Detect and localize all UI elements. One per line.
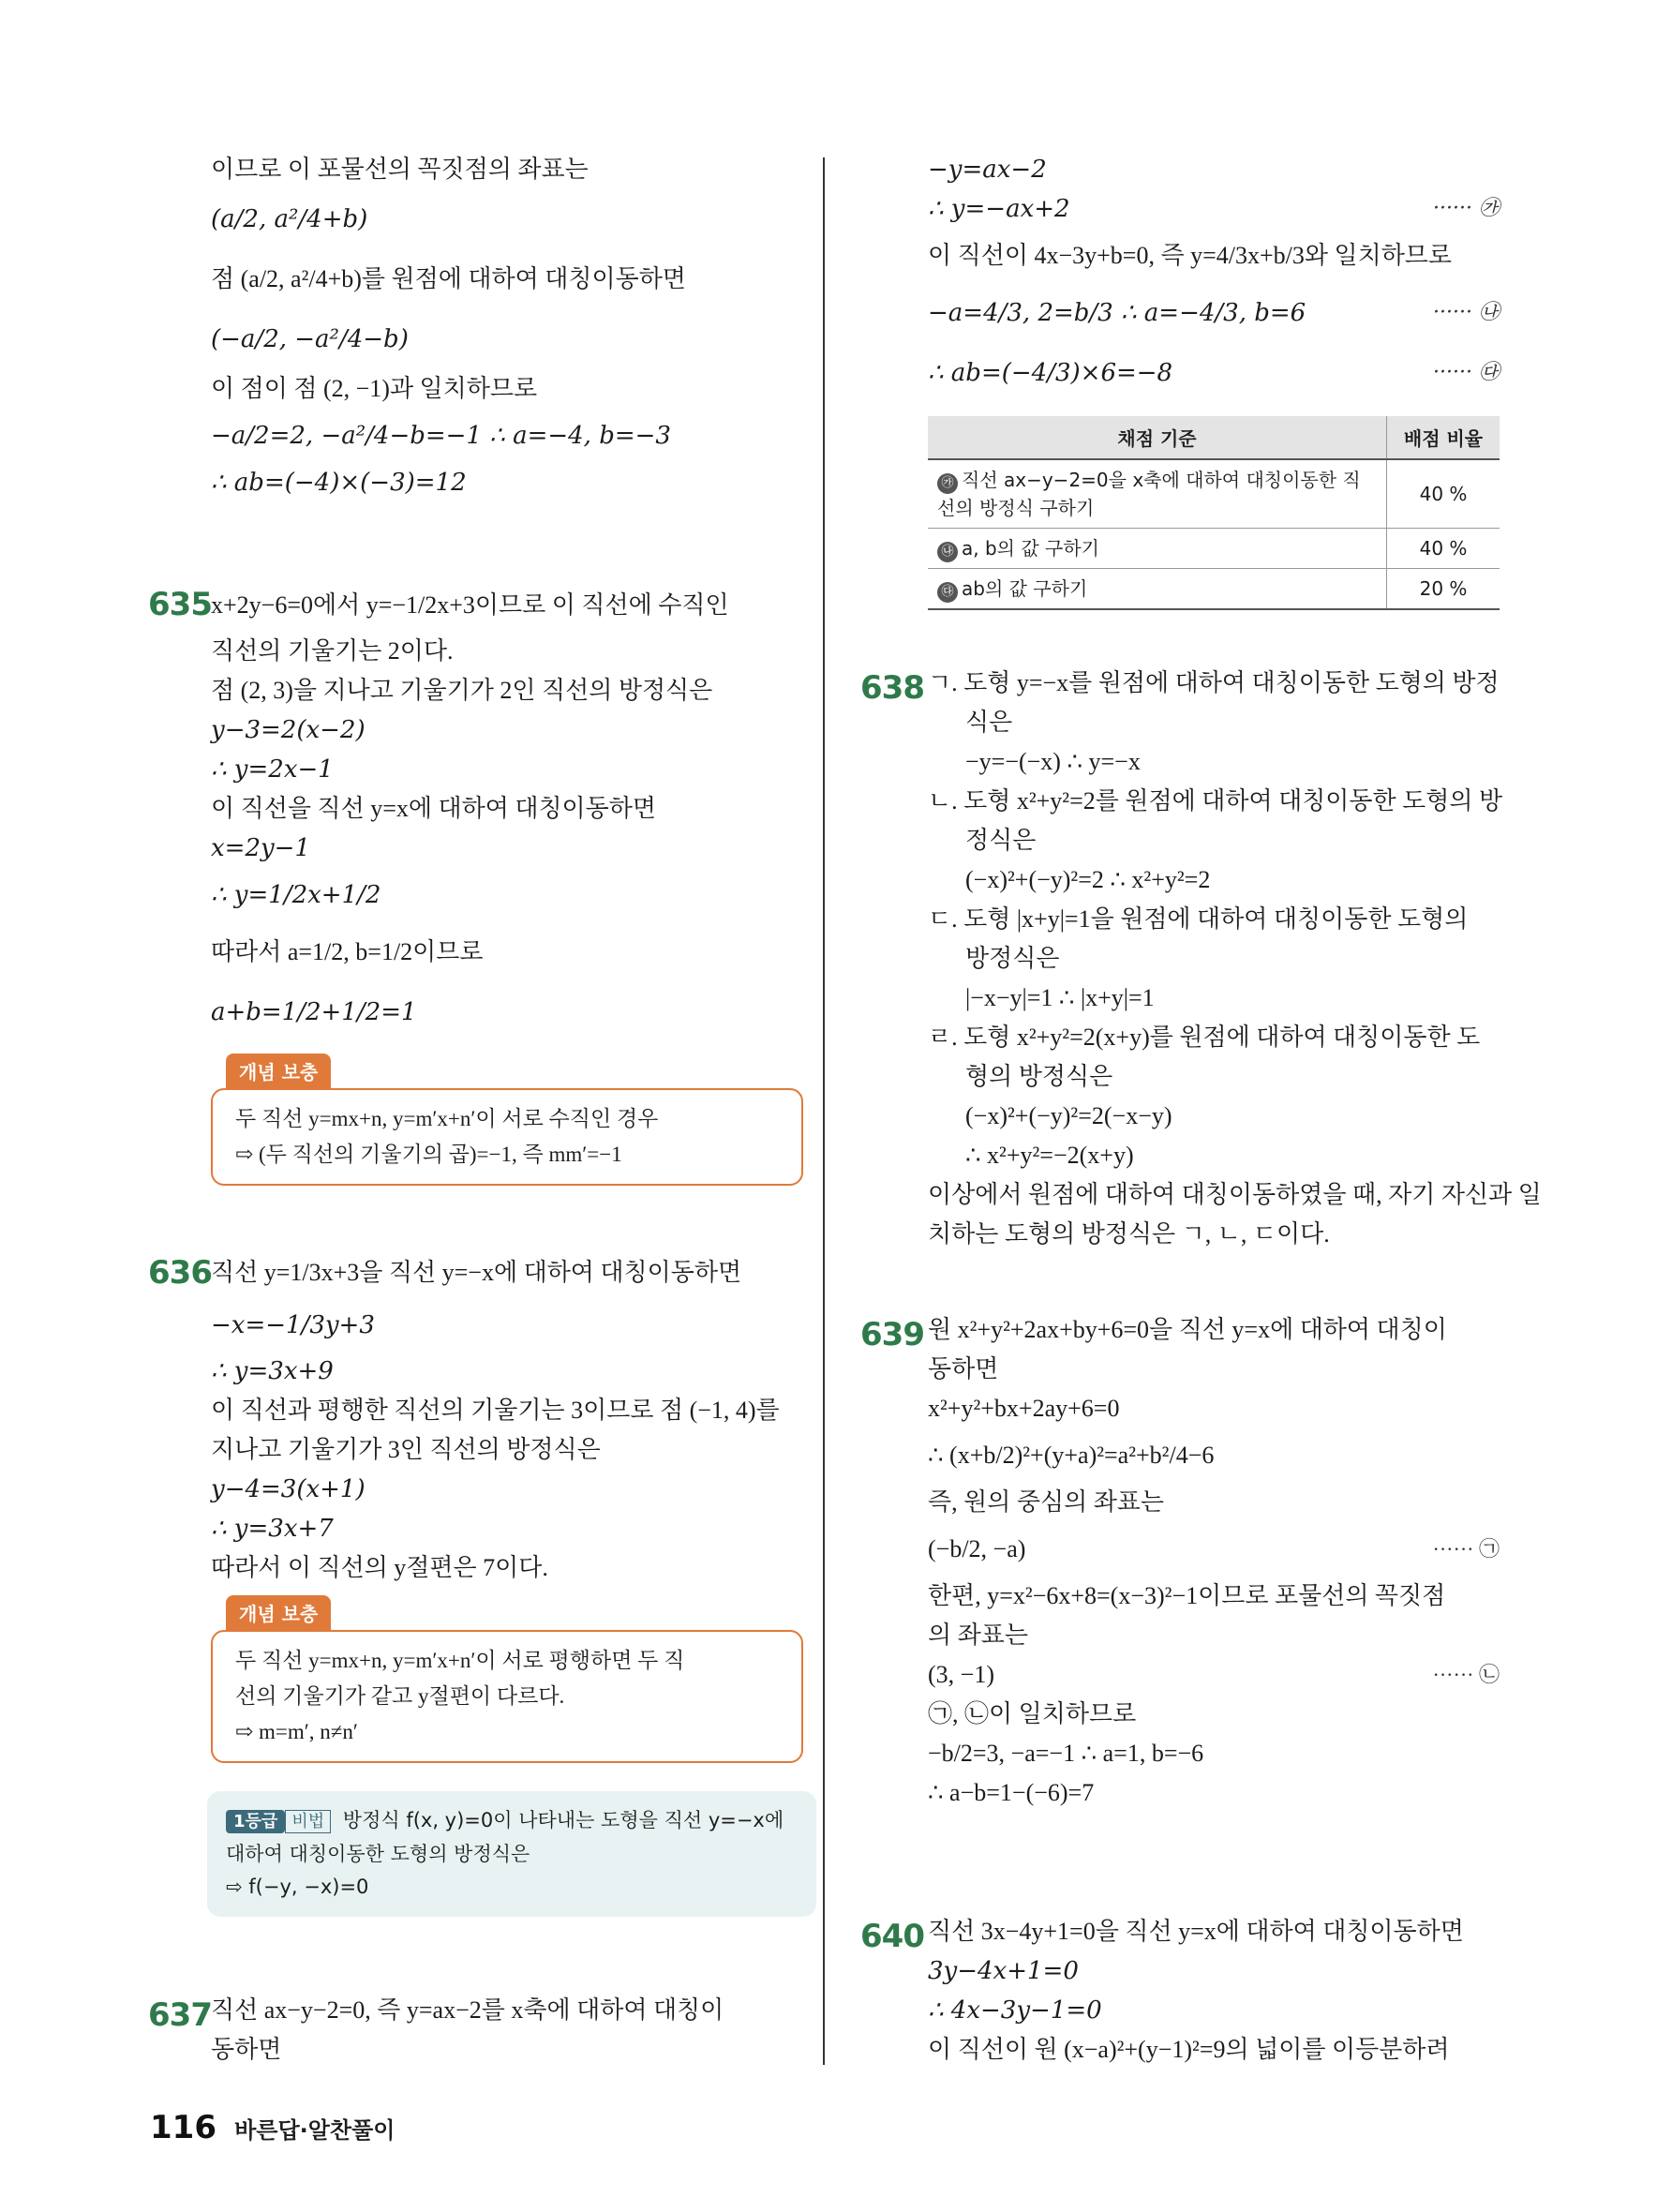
text-line: 식은 [965,709,1013,736]
line-text: −b/2=3, −a=−1 ∴ a=1, b=−6 [928,1740,1204,1767]
step-icon: ㉮ [937,473,958,494]
book-label: 바른답·알찬풀이 [234,2117,396,2144]
text-line: 직선의 기울기는 2이다. [211,637,454,665]
solution-636 [211,1247,867,1917]
math-line: ∴ y=3x+9 [211,1357,334,1385]
text-line: 직선 y=1/3x+3을 직선 y=−x에 대하여 대칭이동하면 [211,1259,742,1286]
concept-tag: 개념 보충 [226,1595,331,1630]
math-line: x=2y−1 [211,834,311,862]
table-header [928,416,1500,459]
line-text: 원 x²+y²+2ax+by+6=0을 직선 y=x에 대하여 대칭이 [928,1316,1447,1343]
grading-table [928,416,1500,610]
concept-note [211,1595,867,1763]
header-criteria: 채점 기준 [928,416,1387,459]
math-line: a+b=1/2+1/2=1 [211,998,417,1026]
text-line [928,1483,1500,1522]
step-mark: ······ ㉡ [1432,1663,1500,1686]
text-line: 따라서 a=1/2, b=1/2이므로 [211,938,484,965]
text-line: 직선 3x−4y+1=0을 직선 y=x에 대하여 대칭이동하면 [928,1918,1464,1945]
text-line: −y=−(−x) ∴ y=−x [965,748,1141,775]
line-text: ∴ a−b=1−(−6)=7 [928,1779,1095,1806]
concept-line: ⇨ m=m′, n≠n′ [235,1720,358,1743]
text-line: 따라서 이 직선의 y절편은 7이다. [211,1554,548,1581]
math-line: −x=−1/3y+3 [211,1311,375,1339]
text-line: (−x)²+(−y)²=2 ∴ x²+y²=2 [965,866,1211,893]
problem-number: 636 [148,1254,212,1292]
solution-637-continued [928,150,1500,403]
math-line: y−4=3(x+1) [211,1475,366,1503]
text-line: 정식은 [965,827,1037,854]
step-mark: ······ ㉰ [1433,361,1500,384]
text-line [928,1522,1500,1577]
text-line [928,1428,1500,1483]
math-line: (a/2, a²/4+b) [211,205,368,233]
secret-text: 방정식 f(x, y)=0이 나타내는 도형을 직선 y=−x에 [342,1809,784,1831]
math-line: ∴ ab=(−4/3)×6=−8 ······ ㉰ [928,343,1500,403]
text-line: 형의 방정식은 [965,1063,1113,1090]
concept-tag: 개념 보충 [226,1054,331,1088]
step-mark: ······ ㉮ [1433,197,1500,220]
text-line [928,1389,1500,1428]
math-line: (−a/2, −a²/4−b) [211,325,409,353]
text-line: 이므로 이 포물선의 꼭짓점의 좌표는 [211,156,589,183]
text-line [928,1350,1500,1389]
line-text: 의 좌표는 [928,1622,1028,1649]
math-line: ∴ 4x−3y−1=0 [928,1996,1102,2025]
secret-line: 대하여 대칭이동한 도형의 방정식은 [226,1843,530,1865]
text-line: 이 직선이 4x−3y+b=0, 즉 y=4/3x+b/3와 일치하므로 [928,242,1453,269]
concept-box [211,1630,803,1763]
text-line: 이 직선과 평행한 직선의 기울기는 3이므로 점 (−1, 4)를 [211,1397,780,1424]
line-text: 동하면 [928,1355,999,1382]
text-line [928,1616,1500,1655]
solution-635 [211,579,867,1186]
text-line: 이상에서 원점에 대하여 대칭이동하였을 때, 자기 자신과 일 [928,1181,1542,1208]
concept-box [211,1088,803,1186]
text-line: 직선 ax−y−2=0, 즉 y=ax−2를 x축에 대하여 대칭이 [211,1996,724,2024]
math-line: −a/2=2, −a²/4−b=−1 ∴ a=−4, b=−3 [211,422,671,450]
text-line: 치하는 도형의 방정식은 ㄱ, ㄴ, ㄷ이다. [928,1220,1330,1248]
text-line: 방정식은 [965,945,1060,972]
line-text: (3, −1) [928,1661,994,1688]
math-line: ∴ y=−ax+2 ······ ㉮ [928,189,1500,229]
grade-badge: 1등급 [226,1810,285,1833]
header-ratio: 배점 비율 [1387,416,1500,459]
secret-line [226,1804,798,1838]
criteria-text: a, b의 값 구하기 [962,537,1099,560]
solution-637 [211,1991,867,2070]
concept-line: 두 직선 y=mx+n, y=m′x+n′이 서로 평행하면 두 직 [235,1649,685,1672]
text-line [928,1655,1500,1695]
text-line [928,1734,1500,1773]
left-column [211,150,867,502]
text-line: 이 점이 점 (2, −1)과 일치하므로 [211,375,538,402]
text-line: 동하면 [211,2036,282,2063]
page-footer [150,2109,395,2146]
concept-line: ⇨ (두 직선의 기울기의 곱)=−1, 즉 mm′=−1 [235,1143,622,1166]
math-line: −a=4/3, 2=b/3 ∴ a=−4/3, b=6 ······ ㉯ [928,283,1500,343]
right-column [928,150,1500,610]
criteria-text: ab의 값 구하기 [962,577,1088,600]
table-row [928,529,1500,569]
step-icon: ㉯ [937,542,958,562]
secret-badge: 비법 [285,1810,331,1833]
math-line: ∴ y=3x+7 [211,1515,334,1543]
text-line [928,1695,1500,1734]
math-line: ∴ y=2x−1 [211,755,334,784]
secret-line: ⇨ f(−y, −x)=0 [226,1876,369,1898]
concept-line: 선의 기울기가 같고 y절편이 다르다. [235,1684,565,1708]
math-line: 3y−4x+1=0 [928,1957,1079,1985]
text-line: ∴ x²+y²=−2(x+y) [965,1142,1134,1169]
text-line: 점 (2, 3)을 지나고 기울기가 2인 직선의 방정식은 [211,677,713,704]
line-text: x²+y²+bx+2ay+6=0 [928,1395,1120,1422]
concept-line: 두 직선 y=mx+n, y=m′x+n′이 서로 수직인 경우 [235,1107,659,1130]
text-line: ㄴ. 도형 x²+y²=2를 원점에 대하여 대칭이동한 도형의 방 [928,787,1503,815]
text-line: ㄹ. 도형 x²+y²=2(x+y)를 원점에 대하여 대칭이동한 도 [928,1024,1481,1051]
text-line: 지나고 기울기가 3인 직선의 방정식은 [211,1436,601,1463]
solution-640 [928,1912,1500,2070]
text-line: |−x−y|=1 ∴ |x+y|=1 [965,984,1155,1011]
text-line: (−x)²+(−y)²=2(−x−y) [965,1102,1172,1129]
text-line: x+2y−6=0에서 y=−1/2x+3이므로 이 직선에 수직인 [211,591,729,619]
problem-number: 638 [860,669,924,707]
table-row [928,569,1500,610]
text-line [928,1310,1500,1350]
text-line [928,1773,1500,1813]
text-line: 이 직선이 원 (x−a)²+(y−1)²=9의 넓이를 이등분하려 [928,2036,1450,2063]
text-line [928,1577,1500,1616]
text-line: ㄱ. 도형 y=−x를 원점에 대하여 대칭이동한 도형의 방정 [928,669,1500,696]
problem-number: 640 [860,1918,924,1955]
ratio-cell: 40 % [1387,529,1500,569]
text-line: 점 (a/2, a²/4+b)를 원점에 대하여 대칭이동하면 [211,265,686,292]
solution-634-continued [211,150,867,502]
text-line: ㄷ. 도형 |x+y|=1을 원점에 대하여 대칭이동한 도형의 [928,905,1469,933]
secret-tip-box [207,1791,816,1917]
solution-638 [928,664,1542,1254]
table-row [928,459,1500,529]
ratio-cell: 20 % [1387,569,1500,610]
line-text: 한편, y=x²−6x+8=(x−3)²−1이므로 포물선의 꼭짓점 [928,1582,1446,1609]
line-text: ∴ (x+b/2)²+(y+a)²=a²+b²/4−6 [928,1442,1215,1469]
criteria-text: 직선 ax−y−2=0을 x축에 대하여 대칭이동한 직선의 방정식 구하기 [937,469,1361,519]
problem-number: 635 [148,586,212,623]
math-line: ∴ y=1/2x+1/2 [211,881,381,909]
problem-number: 639 [860,1316,924,1353]
ratio-cell: 40 % [1387,459,1500,529]
step-mark: ······ ㉠ [1432,1537,1500,1561]
page-number: 116 [150,2109,216,2146]
step-mark: ······ ㉯ [1433,301,1500,324]
text-line: 이 직선을 직선 y=x에 대하여 대칭이동하면 [211,795,657,822]
math-line: −y=ax−2 [928,156,1047,184]
line-text: ㉠, ㉡이 일치하므로 [928,1700,1137,1727]
problem-number: 637 [148,1996,212,2034]
line-text: (−b/2, −a) [928,1535,1026,1562]
solution-639 [928,1310,1500,1813]
math-line: y−3=2(x−2) [211,716,366,744]
step-icon: ㉰ [937,582,958,603]
line-text: 즉, 원의 중심의 좌표는 [928,1488,1165,1516]
concept-note [211,1054,867,1186]
math-line: ∴ ab=(−4)×(−3)=12 [211,469,467,497]
